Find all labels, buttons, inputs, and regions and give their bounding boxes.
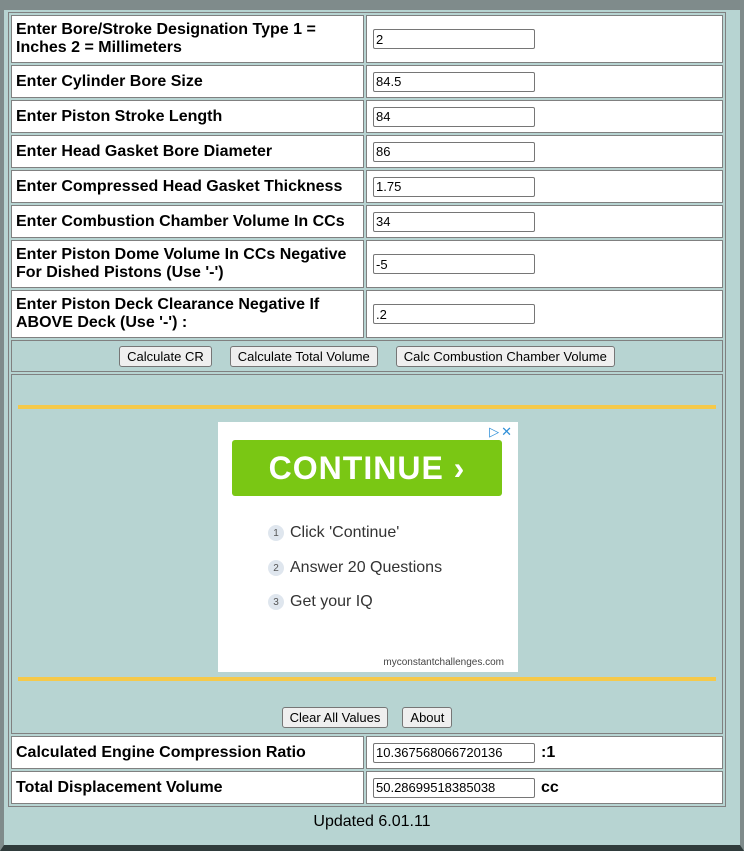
- compression-ratio-label: Calculated Engine Compression Ratio: [11, 736, 364, 769]
- designation-label: Enter Bore/Stroke Designation Type 1 = Inches 2 = Millimeters: [11, 15, 364, 63]
- advertisement[interactable]: [218, 422, 518, 672]
- chamber-volume-label: Enter Combustion Chamber Volume In CCs: [11, 205, 364, 238]
- stroke-input[interactable]: [373, 107, 535, 127]
- compression-ratio-unit: :1: [541, 743, 556, 761]
- compression-ratio-output[interactable]: [373, 743, 535, 763]
- deck-clearance-label: Enter Piston Deck Clearance Negative If ABOVE Deck (Use '-') :: [11, 290, 364, 338]
- gasket-bore-label: Enter Head Gasket Bore Diameter: [11, 135, 364, 168]
- action-button-bar: [12, 707, 722, 728]
- gasket-thickness-label: Enter Compressed Head Gasket Thickness: [11, 170, 364, 203]
- input-row-deck-clearance: [11, 290, 723, 338]
- step-number-icon: 3: [268, 594, 284, 610]
- stroke-label: Enter Piston Stroke Length: [11, 100, 364, 133]
- input-row-designation: [11, 15, 723, 63]
- dome-volume-input[interactable]: [373, 254, 535, 274]
- step-number-icon: 1: [268, 525, 284, 541]
- displacement-output[interactable]: [373, 778, 535, 798]
- calc-button-bar: [11, 340, 723, 372]
- input-row-dome-volume: [11, 240, 723, 288]
- input-row-gasket-bore: [11, 135, 723, 168]
- ad-step-text: Get your IQ: [290, 593, 373, 610]
- input-row-chamber-volume: [11, 205, 723, 238]
- bore-label: Enter Cylinder Bore Size: [11, 65, 364, 98]
- calculate-cr-button[interactable]: Calculate CR: [119, 346, 212, 367]
- result-row-displacement: [11, 771, 723, 804]
- step-number-icon: 2: [268, 560, 284, 576]
- calculate-total-volume-button[interactable]: Calculate Total Volume: [230, 346, 378, 367]
- result-row-compression-ratio: [11, 736, 723, 769]
- dome-volume-label: Enter Piston Dome Volume In CCs Negative For Dished Pistons (Use '-'): [11, 240, 364, 288]
- gasket-thickness-input[interactable]: [373, 177, 535, 197]
- deck-clearance-input[interactable]: [373, 304, 535, 324]
- ad-divider-top: [18, 405, 716, 409]
- ad-step: [268, 593, 373, 611]
- input-row-gasket-thickness: [11, 170, 723, 203]
- input-row-stroke: [11, 100, 723, 133]
- chamber-volume-input[interactable]: [373, 212, 535, 232]
- calculator-table: [8, 12, 726, 807]
- advertisement-area: [11, 374, 723, 734]
- ad-domain: myconstantchallenges.com: [383, 657, 504, 668]
- designation-input[interactable]: [373, 29, 535, 49]
- bore-input[interactable]: [373, 72, 535, 92]
- input-row-bore: [11, 65, 723, 98]
- ad-step: [268, 524, 399, 542]
- ad-continue-button[interactable]: CONTINUE ›: [232, 440, 502, 496]
- about-button[interactable]: About: [402, 707, 452, 728]
- ad-step-text: Click 'Continue': [290, 524, 400, 541]
- updated-footer: Updated 6.01.11: [313, 813, 431, 830]
- clear-all-values-button[interactable]: Clear All Values: [282, 707, 389, 728]
- displacement-unit: cc: [541, 778, 559, 796]
- ad-step: [268, 559, 442, 577]
- calc-chamber-volume-button[interactable]: Calc Combustion Chamber Volume: [396, 346, 615, 367]
- ad-divider-bottom: [18, 677, 716, 681]
- ad-step-text: Answer 20 Questions: [290, 559, 443, 576]
- adchoices-icon[interactable]: ▷✕: [489, 424, 514, 439]
- gasket-bore-input[interactable]: [373, 142, 535, 162]
- displacement-label: Total Displacement Volume: [11, 771, 364, 804]
